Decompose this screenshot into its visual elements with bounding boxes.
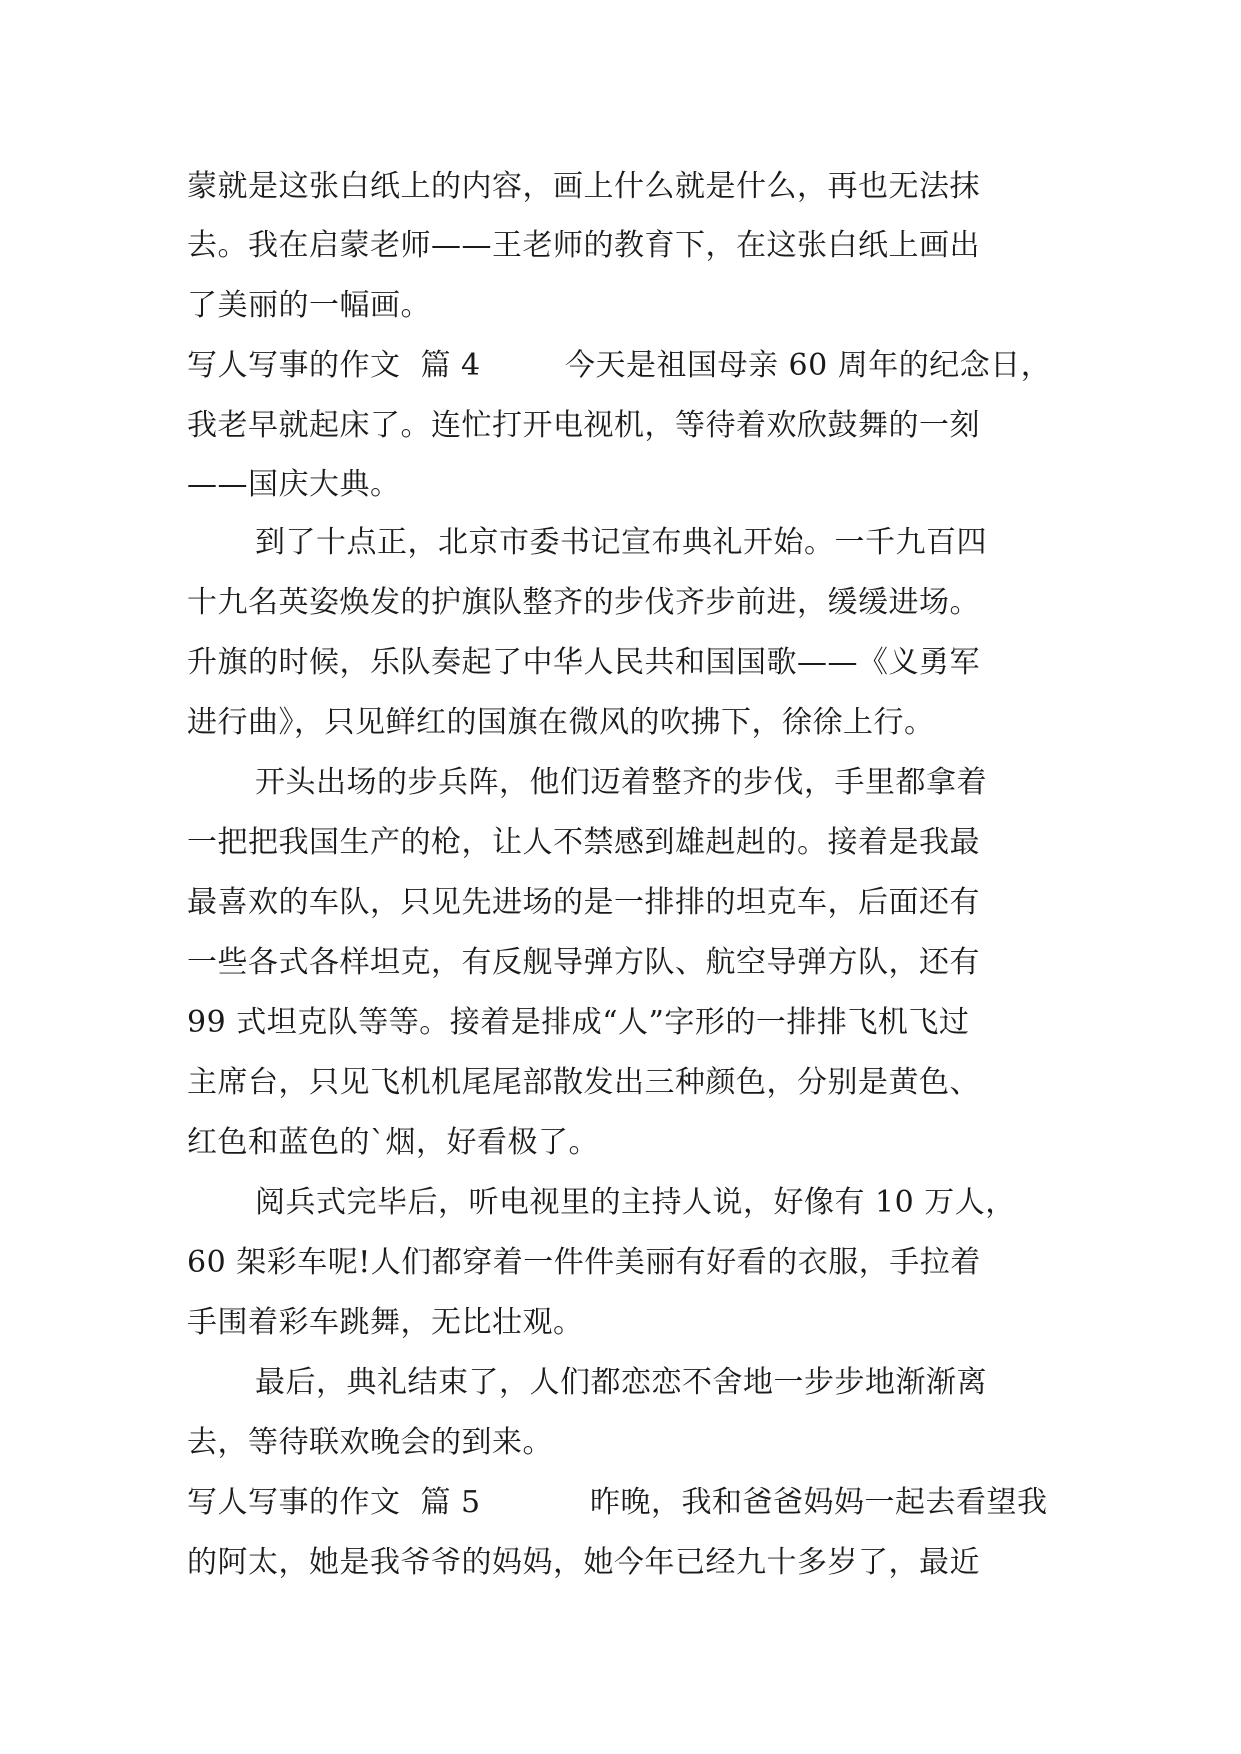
text-line: 十九名英姿焕发的护旗队整齐的步伐齐步前进，缓缓进场。 [187,585,980,620]
text-line: 最后，典礼结束了，人们都恋恋不舍地一步步地渐渐离 [255,1365,987,1400]
heading-part-number: 篇 4 [420,348,481,383]
heading-part-number: 篇 5 [420,1485,481,1520]
text-line: 阅兵式完毕后，听电视里的主持人说，好像有 10 万人， [255,1185,1016,1220]
section-heading [187,343,481,389]
text-line: 我老早就起床了。连忙打开电视机，等待着欢欣鼓舞的一刻 [187,408,980,443]
heading-title: 写人写事的作文 [187,1485,401,1520]
text-line: 了美丽的一幅画。 [187,288,431,323]
heading-title: 写人写事的作文 [187,348,401,383]
section-heading [187,1480,481,1526]
text-line: 昨晚，我和爸爸妈妈一起去看望我 [590,1485,1048,1520]
text-line: 蒙就是这张白纸上的内容，画上什么就是什么，再也无法抹 [187,169,980,204]
text-line: 一些各式各样坦克，有反舰导弹方队、航空导弹方队，还有 [187,945,980,980]
text-line: 99 式坦克队等等。接着是排成“人”字形的一排排飞机飞过 [187,1005,970,1040]
text-line: 一把把我国生产的枪，让人不禁感到雄赳赳的。接着是我最 [187,825,980,860]
text-line: 到了十点正，北京市委书记宣布典礼开始。一千九百四 [255,525,987,560]
text-line: 进行曲》，只见鲜红的国旗在微风的吹拂下，徐徐上行。 [187,705,935,740]
text-line: 今天是祖国母亲 60 周年的纪念日， [565,348,1052,383]
text-line: 手围着彩车跳舞，无比壮观。 [187,1305,584,1340]
text-line: ——国庆大典。 [187,467,401,502]
text-line: 的阿太，她是我爷爷的妈妈，她今年已经九十多岁了，最近 [187,1545,980,1580]
text-line: 去，等待联欢晚会的到来。 [187,1425,553,1460]
text-line: 开头出场的步兵阵，他们迈着整齐的步伐，手里都拿着 [255,765,987,800]
text-line: 主席台，只见飞机机尾尾部散发出三种颜色，分别是黄色、 [187,1065,980,1100]
text-line: 60 架彩车呢!人们都穿着一件件美丽有好看的衣服，手拉着 [187,1245,981,1280]
text-line: 升旗的时候，乐队奏起了中华人民共和国国歌——《义勇军 [187,645,980,680]
text-line: 最喜欢的车队，只见先进场的是一排排的坦克车，后面还有 [187,885,980,920]
text-line: 红色和蓝色的`烟，好看极了。 [187,1125,599,1160]
text-line: 去。我在启蒙老师——王老师的教育下，在这张白纸上画出 [187,228,980,263]
